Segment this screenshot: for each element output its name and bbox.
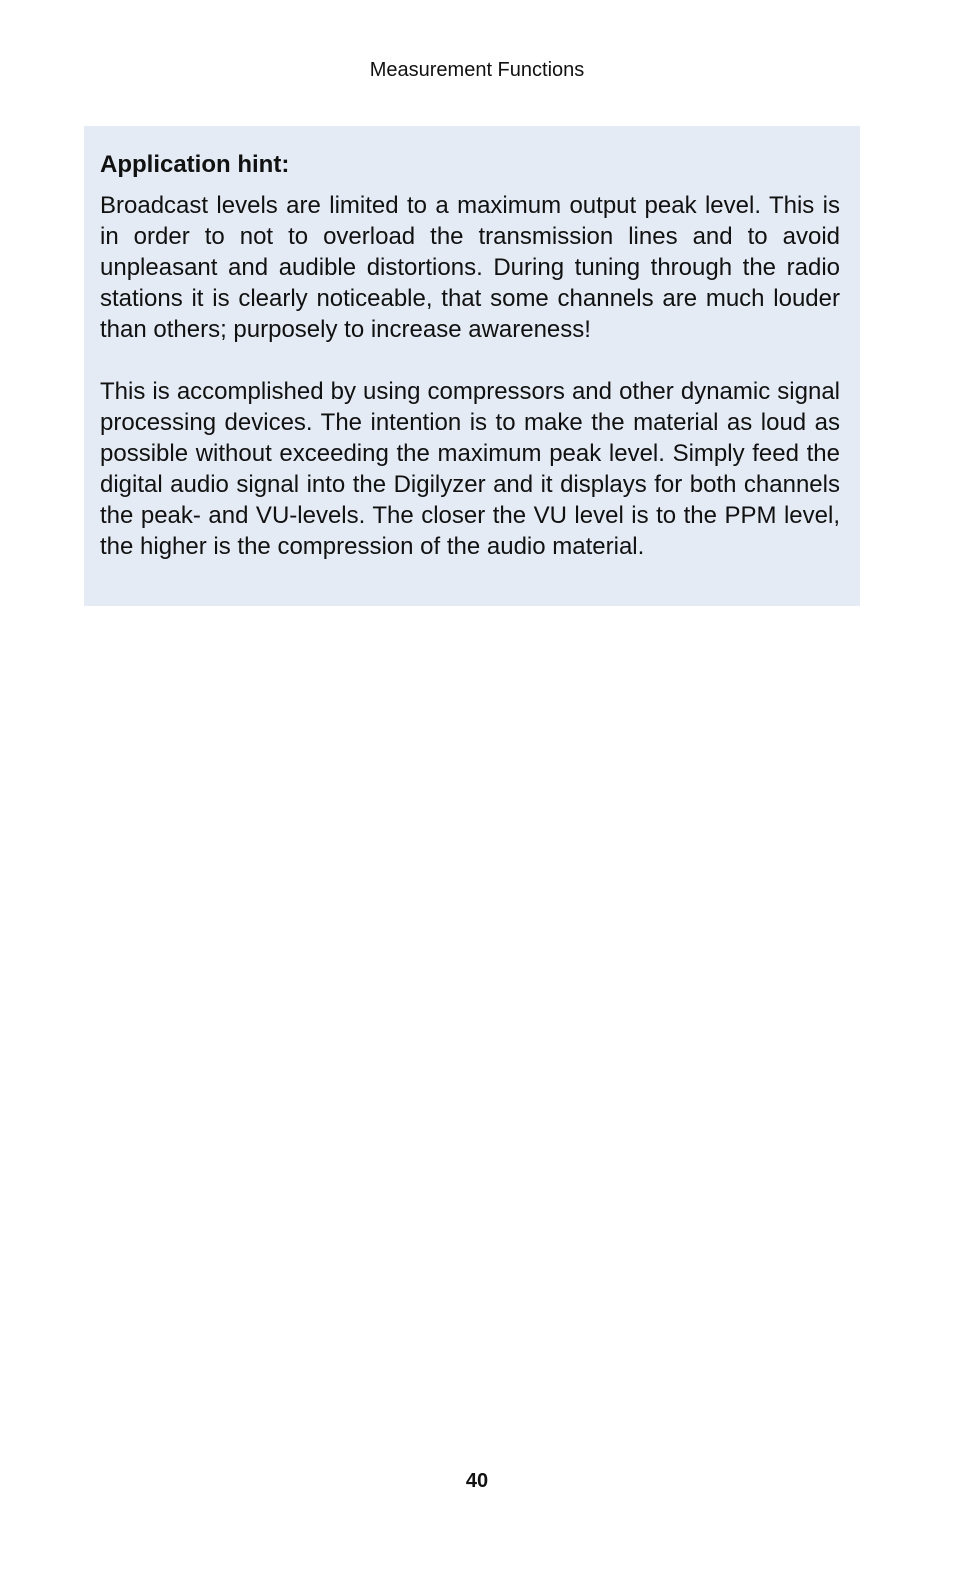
hint-paragraph-2: This is accomplished by using compressors and other dynamic signal processing devices. The intention is to make the material as loud as possible without exceeding the maximum peak level. Simply feed the digital audio signal into the Digilyzer and it displays for both channels the peak- and VU-levels. The closer the VU level is to the PPM level, the higher is the compression of the audio material. — [100, 378, 840, 560]
hint-title: Application hint: — [100, 151, 290, 178]
hint-paragraph-1: Broadcast levels are limited to a maximum output peak level. This is in order to not to overload the transmission lines and to avoid unpleasant and audible distortions. During tuning through the radio stations it is clearly noticeable, that some channels are much louder than others; purposely to increase awareness! — [100, 192, 840, 343]
application-hint-box — [84, 126, 860, 606]
running-header: Measurement Functions — [369, 59, 585, 81]
page-number: 40 — [465, 1470, 489, 1492]
